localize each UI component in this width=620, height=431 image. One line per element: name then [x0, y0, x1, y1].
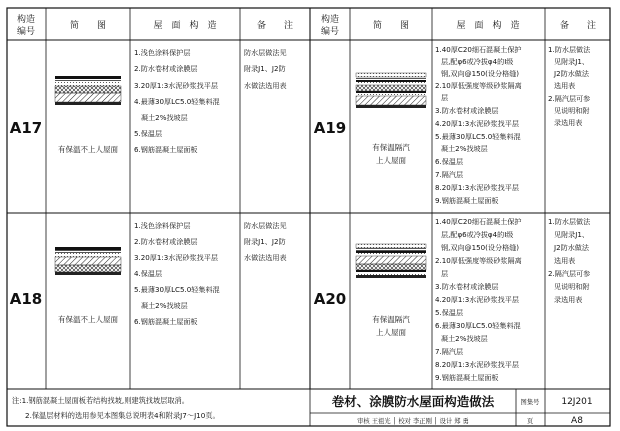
remark-line: 见说明和附: [554, 282, 590, 291]
remark-line: 附录J1、J2防: [244, 64, 286, 73]
entry-caption: 有保温隔汽: [372, 143, 410, 152]
layer-line: 7.隔汽层: [435, 347, 464, 356]
layer-line: 1.40厚C20细石混凝土保护: [435, 217, 522, 226]
remark-line: 防水层做法见: [244, 48, 287, 57]
header-sketch-right: 简 图: [372, 21, 410, 31]
remark-line: 选用表: [554, 81, 576, 90]
header-code-1: 构造: [16, 15, 36, 25]
entry-caption: 有保温不上人屋面: [58, 315, 118, 324]
layer-list: [435, 45, 522, 205]
layer-line: 1.浅色涂料保护层: [134, 221, 191, 230]
remark-line: 附录J1、J2防: [244, 237, 286, 246]
remark-text: [244, 48, 287, 90]
layer-list: [134, 221, 220, 326]
header-remark-right: 备 注: [559, 21, 597, 31]
section-sketch-a19: [356, 73, 426, 108]
layer-line: 5.保温层: [435, 308, 464, 317]
drawing-title: 卷材、涂膜防水屋面构造做法: [331, 394, 495, 409]
layer-line: 6.最薄30厚LC5.0轻集料混: [435, 321, 521, 330]
layer-line: 4.20厚1:3水泥砂浆找平层: [435, 295, 519, 304]
layer-line: 4.最薄30厚LC5.0轻集料混: [134, 97, 220, 106]
layer-line: 2.10厚低强度等级砂浆隔离: [435, 81, 522, 90]
layer-line: 3.防水卷材或涂膜层: [435, 282, 499, 291]
layer-line: 5.最薄30厚LC5.0轻集料混: [134, 285, 220, 294]
entry-caption: 上人屋面: [376, 156, 406, 165]
layer-line: 4.20厚1:3水泥砂浆找平层: [435, 119, 519, 128]
layer-line: 6.钢筋混凝土屋面板: [134, 317, 198, 326]
layer-line: 5.最薄30厚LC5.0轻集料混: [435, 132, 521, 141]
remark-line: 录选用表: [554, 118, 583, 127]
remark-line: 水做法选用表: [244, 81, 287, 90]
remark-line: 选用表: [554, 256, 576, 265]
note-line: 2.保温层材料的选用参见本图集总说明表4和附录J7～J10页。: [25, 411, 220, 420]
layer-line: 9.钢筋混凝土屋面板: [435, 196, 499, 205]
layer-line: 4.保温层: [134, 269, 163, 278]
remark-line: 2.隔汽层可参: [548, 269, 591, 278]
page-label: 页: [526, 418, 534, 425]
entry-caption: 有保温隔汽: [372, 315, 410, 324]
header-code-2: 编号: [16, 27, 36, 37]
title-block: [332, 394, 593, 426]
entry-caption: 上人屋面: [376, 328, 406, 337]
layer-line: 2.防水卷材或涂膜层: [134, 237, 198, 246]
layer-line: 层: [441, 93, 449, 102]
entry-a18: [10, 221, 287, 326]
remark-line: 水做法选用表: [244, 253, 287, 262]
layer-line: 6.保温层: [435, 157, 464, 166]
layer-line: 8.20厚1:3水泥砂浆找平层: [435, 183, 519, 192]
layer-line: 1.浅色涂料保护层: [134, 48, 191, 57]
layer-line: 1.40厚C20细石混凝土保护: [435, 45, 522, 54]
section-sketch-a18: [55, 247, 121, 275]
remark-line: J2防水做法: [554, 243, 589, 252]
remark-line: 录选用表: [554, 295, 583, 304]
layer-line: 钢,双向@150(设分格缝): [441, 243, 520, 252]
layer-line: 9.钢筋混凝土屋面板: [435, 373, 499, 382]
layer-line: 层: [441, 269, 449, 278]
entry-code: A18: [9, 290, 43, 308]
layer-line: 3.20厚1:3水泥砂浆找平层: [134, 81, 218, 90]
layer-line: 凝土2%找坡层: [141, 301, 188, 310]
remark-text: [244, 221, 287, 262]
section-sketch-a17: [55, 76, 121, 105]
remark-line: 2.隔汽层可参: [548, 94, 591, 103]
entry-code: A17: [9, 119, 43, 137]
header-remark: 备 注: [256, 21, 294, 31]
layer-line: 8.20厚1:3水泥砂浆找平层: [435, 360, 519, 369]
header-layers: 屋 面 构 造: [153, 21, 217, 31]
atlas-label: 图集号: [520, 399, 540, 406]
remark-line: 见附录J1、: [554, 57, 589, 66]
remark-line: 见说明和附: [554, 106, 590, 115]
header-sketch: 简 图: [69, 21, 107, 31]
remark-text: [548, 45, 591, 127]
signoff-row: 审核 王祖光 │ 校对 李正刚 │ 设计 郑 勇: [357, 418, 469, 425]
entry-code: A19: [313, 119, 347, 137]
note-line: 注:1.钢筋混凝土屋面板若结构找坡,则建筑找坡层取消。: [12, 396, 189, 405]
entry-a17: [10, 48, 287, 154]
entry-caption: 有保温不上人屋面: [58, 145, 118, 154]
layer-line: 2.防水卷材或涂膜层: [134, 64, 198, 73]
header-code-1-right: 构造: [320, 15, 340, 25]
layer-line: 5.保温层: [134, 129, 163, 138]
layer-line: 层,配φ6或冷拔φ4的I级: [441, 57, 514, 66]
entry-code: A20: [313, 290, 347, 308]
remark-line: 1.防水层做法: [548, 45, 591, 54]
table-header: [17, 13, 596, 37]
header-code-2-right: 编号: [320, 27, 340, 37]
remark-line: 1.防水层做法: [548, 217, 591, 226]
footnotes: [12, 396, 220, 420]
layer-list: [134, 48, 220, 154]
remark-line: J2防水做法: [554, 69, 589, 78]
layer-line: 凝土2%找坡层: [141, 113, 188, 122]
remark-line: 见附录J1、: [554, 230, 589, 239]
layer-line: 6.钢筋混凝土屋面板: [134, 145, 198, 154]
entry-a20: [314, 217, 591, 382]
remark-text: [548, 217, 591, 304]
layer-line: 凝土2%找坡层: [441, 334, 488, 343]
layer-line: 7.隔汽层: [435, 170, 464, 179]
layer-line: 3.20厚1:3水泥砂浆找平层: [134, 253, 218, 262]
page-number: A8: [571, 416, 583, 426]
atlas-number: 12J201: [561, 397, 593, 407]
layer-line: 钢,双向@150(设分格缝): [441, 69, 520, 78]
remark-line: 防水层做法见: [244, 221, 287, 230]
layer-line: 2.10厚低强度等级砂浆隔离: [435, 256, 522, 265]
header-layers-right: 屋 面 构 造: [456, 21, 520, 31]
layer-line: 凝土2%找坡层: [441, 144, 488, 153]
layer-line: 层,配φ6或冷拔φ4的I级: [441, 230, 514, 239]
section-sketch-a20: [356, 244, 426, 278]
layer-list: [435, 217, 522, 382]
entry-a19: [314, 45, 591, 205]
layer-line: 3.防水卷材或涂膜层: [435, 106, 499, 115]
